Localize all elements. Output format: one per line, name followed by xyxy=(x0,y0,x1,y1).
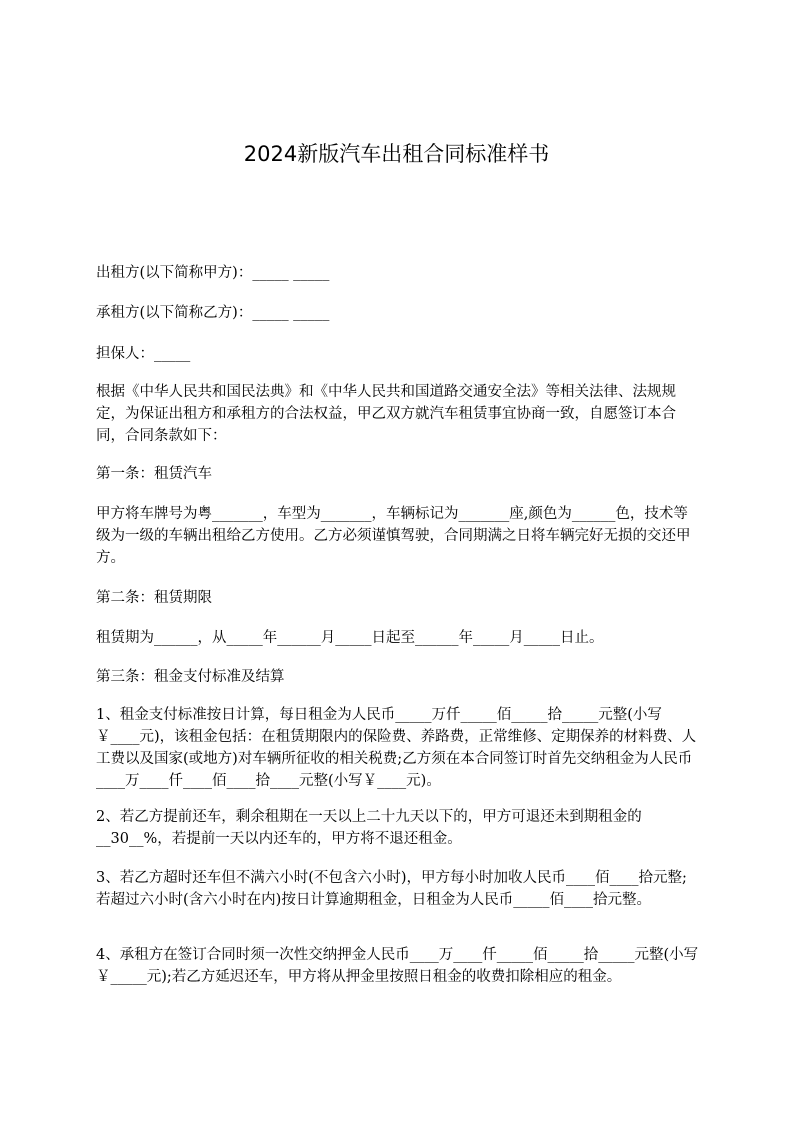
article-2-heading: 第二条：租赁期限 xyxy=(96,590,212,606)
article-2-body: 租赁期为______，从_____年______月_____日起至______年_____月_____日止。 xyxy=(96,630,604,646)
article-3-heading: 第三条：租金支付标准及结算 xyxy=(96,669,285,685)
article-1-body: 甲方将车牌号为粤_______，车型为_______，车辆标记为_______座,颜色为______色，技术等级为一级的车辆出租给乙方使用。乙方必须谨慎驾驶，合同期满之日将车辆完好无损的交还甲方。 xyxy=(96,506,691,566)
article-3-clause-4: 4、承租方在签订合同时须一次性交纳押金人民币____万____仟_____佰_____拾_____元整(小写￥_____元);若乙方延迟还车，甲方将从押金里按照日租金的收费扣除相应的租金。 xyxy=(96,947,699,985)
lessor-line: 出租方(以下简称甲方)：_____ _____ xyxy=(96,265,330,281)
article-3-clause-2: 2、若乙方提前还车，剩余租期在一天以上二十九天以下的，甲方可退还未到期租金的__30__%，若提前一天以内还车的，甲方将不退还租金。 xyxy=(96,809,642,847)
article-3-clause-3: 3、若乙方超时还车但不满六小时(不包含六小时)，甲方每小时加收人民币____佰____拾元整;若超过六小时(含六小时在内)按日计算逾期租金，日租金为人民币_____佰____拾元整。 xyxy=(96,870,687,908)
article-3-clause-1: 1、租金支付标准按日计算，每日租金为人民币_____万仟_____佰_____拾_____元整(小写￥____元)，该租金包括：在租赁期限内的保险费、养路费，正常维修、定期保养的材料费、人工费以及国家(或地方)对车辆所征收的相关税费;乙方须在本合同签订时首先交纳租金为人民币____万____仟____佰____拾____元整(小写￥____元)。 xyxy=(96,707,697,789)
lessee-line: 承租方(以下简称乙方)：_____ _____ xyxy=(96,305,330,321)
article-1-heading: 第一条：租赁汽车 xyxy=(96,466,212,482)
document-title: 2024新版汽车出租合同标准样书 xyxy=(243,142,550,166)
preamble-paragraph: 根据《中华人民共和国民法典》和《中华人民共和国道路交通安全法》等相关法律、法规规定，为保证出租方和承租方的合法权益，甲乙双方就汽车租赁事宜协商一致，自愿签订本合同，合同条款如下： xyxy=(96,384,676,444)
guarantor-line: 担保人：_____ xyxy=(96,346,191,362)
